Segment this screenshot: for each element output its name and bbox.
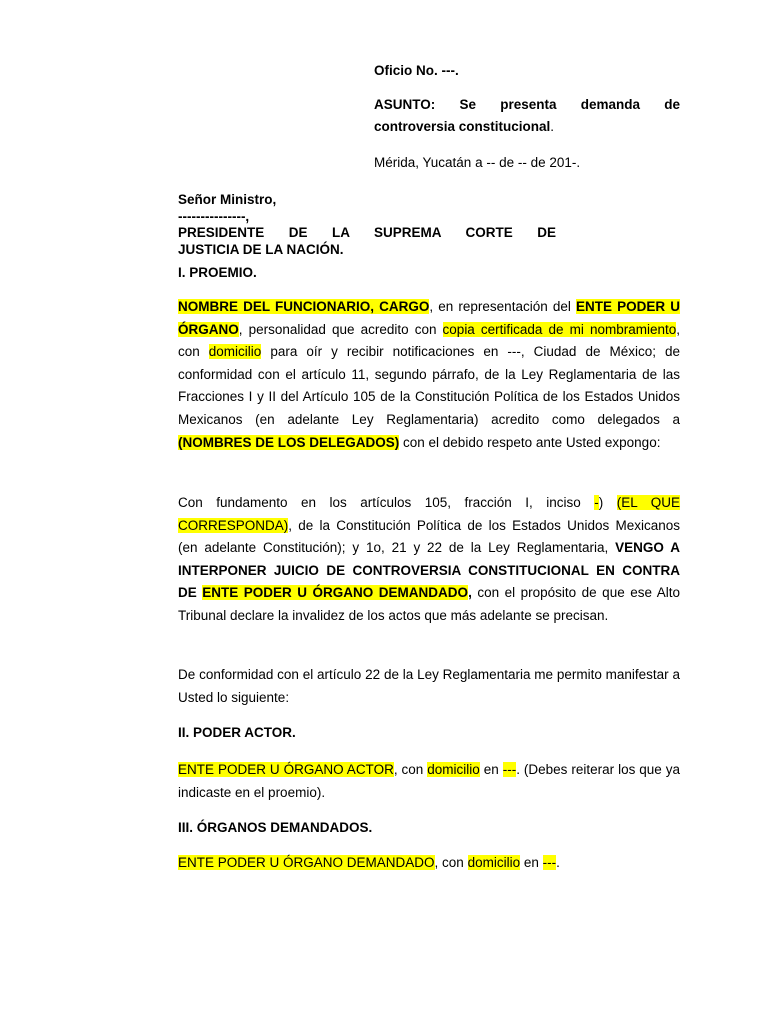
domicile-placeholder: domicilio (467, 855, 521, 870)
text-run: , personalidad que acredito con (238, 321, 443, 337)
defendants-paragraph (178, 852, 680, 875)
text-run: . (Debes reiterar los que ya indicaste en el proemio). (178, 762, 681, 800)
plaintiff-paragraph (178, 759, 680, 804)
text-run: , en representación del (429, 299, 576, 314)
text-run: en (479, 762, 503, 777)
text-run: , con (178, 321, 680, 360)
addressee-line-2: JUSTICIA DE LA NACIÓN. (178, 241, 344, 257)
text-run: Con fundamento en los artículos 105, fracción I, inciso (178, 495, 595, 510)
article-22-paragraph: De conformidad con el artículo 22 de la Ley Reglamentaria me permito manifestar a Usted lo siguiente: (178, 667, 680, 705)
text-run: , con (393, 762, 428, 777)
asunto-text: Se presenta demanda de controversia constitucional (374, 97, 680, 134)
minister-name-blank: ---------------, (178, 208, 250, 224)
defendant-entity-placeholder: ENTE PODER U ÓRGANO DEMANDADO (178, 855, 435, 870)
legal-basis-paragraph (178, 492, 680, 628)
addressee-block (178, 192, 556, 258)
text-run: con el propósito de que ese Alto Tribunal declare la invalidez de los actos que más adelante se precisan. (178, 585, 681, 623)
place-date: Mérida, Yucatán a -- de -- de 201-. (374, 155, 581, 170)
corresponding-placeholder: (EL QUE CORRESPONDA) (178, 495, 680, 533)
addressee-line-1: PRESIDENTE DE LA SUPREMA CORTE DE (178, 225, 556, 240)
asunto-period: . (550, 119, 555, 134)
text-run: , (468, 585, 472, 601)
address-placeholder: --- (502, 762, 517, 777)
text-run: con el debido respeto ante Usted expongo: (399, 434, 661, 450)
certified-copy-placeholder: copia certificada de mi nombramiento (442, 321, 677, 337)
defendant-placeholder: ENTE PODER U ÓRGANO DEMANDADO (202, 585, 469, 601)
salutation: Señor Ministro, (178, 192, 277, 207)
inciso-placeholder: - (594, 495, 599, 510)
entity-placeholder: ENTE PODER U ÓRGANO (178, 299, 680, 337)
oficio-number: Oficio No. ---. (374, 63, 459, 78)
text-run: , de la Constitución Política de los Estados Unidos Mexicanos (en adelante Constitución); y 1o, 21 y 22 de la Ley Reglamentaria, (178, 517, 680, 556)
plaintiff-entity-placeholder: ENTE PODER U ÓRGANO ACTOR (178, 762, 394, 777)
asunto-label: ASUNTO: (374, 97, 436, 112)
text-run: para oír y recibir notificaciones en ---, Ciudad de México; de conformidad con el artículo 11, segundo párrafo, de la Ley Reglamentaria de las Fracciones I y II del Artículo 105 de la Constitución Política de los Estados Unidos Mexicanos (en adelante Ley Reglamentaria) acredito como delegados a (178, 344, 680, 427)
proemio-paragraph (178, 296, 680, 454)
domicile-placeholder: domicilio (427, 762, 480, 777)
text-run: ) (598, 495, 617, 510)
asunto (374, 94, 680, 138)
section-title-organos-demandados: III. ÓRGANOS DEMANDADOS. (178, 820, 373, 835)
text-run: , con (434, 855, 468, 870)
section-title-proemio: I. PROEMIO. (178, 265, 257, 280)
header-block (374, 60, 680, 174)
domicile-placeholder: domicilio (208, 344, 262, 360)
delegates-placeholder: (NOMBRES DE LOS DELEGADOS) (178, 434, 400, 450)
official-name-placeholder: NOMBRE DEL FUNCIONARIO, CARGO (178, 299, 430, 314)
section-title-poder-actor: II. PODER ACTOR. (178, 725, 296, 740)
text-run: en (520, 855, 543, 870)
claim-statement: VENGO A INTERPONER JUICIO DE CONTROVERSIA CONSTITUCIONAL EN CONTRA DE (178, 540, 680, 601)
address-placeholder: --- (542, 855, 557, 870)
text-run: . (556, 855, 560, 870)
